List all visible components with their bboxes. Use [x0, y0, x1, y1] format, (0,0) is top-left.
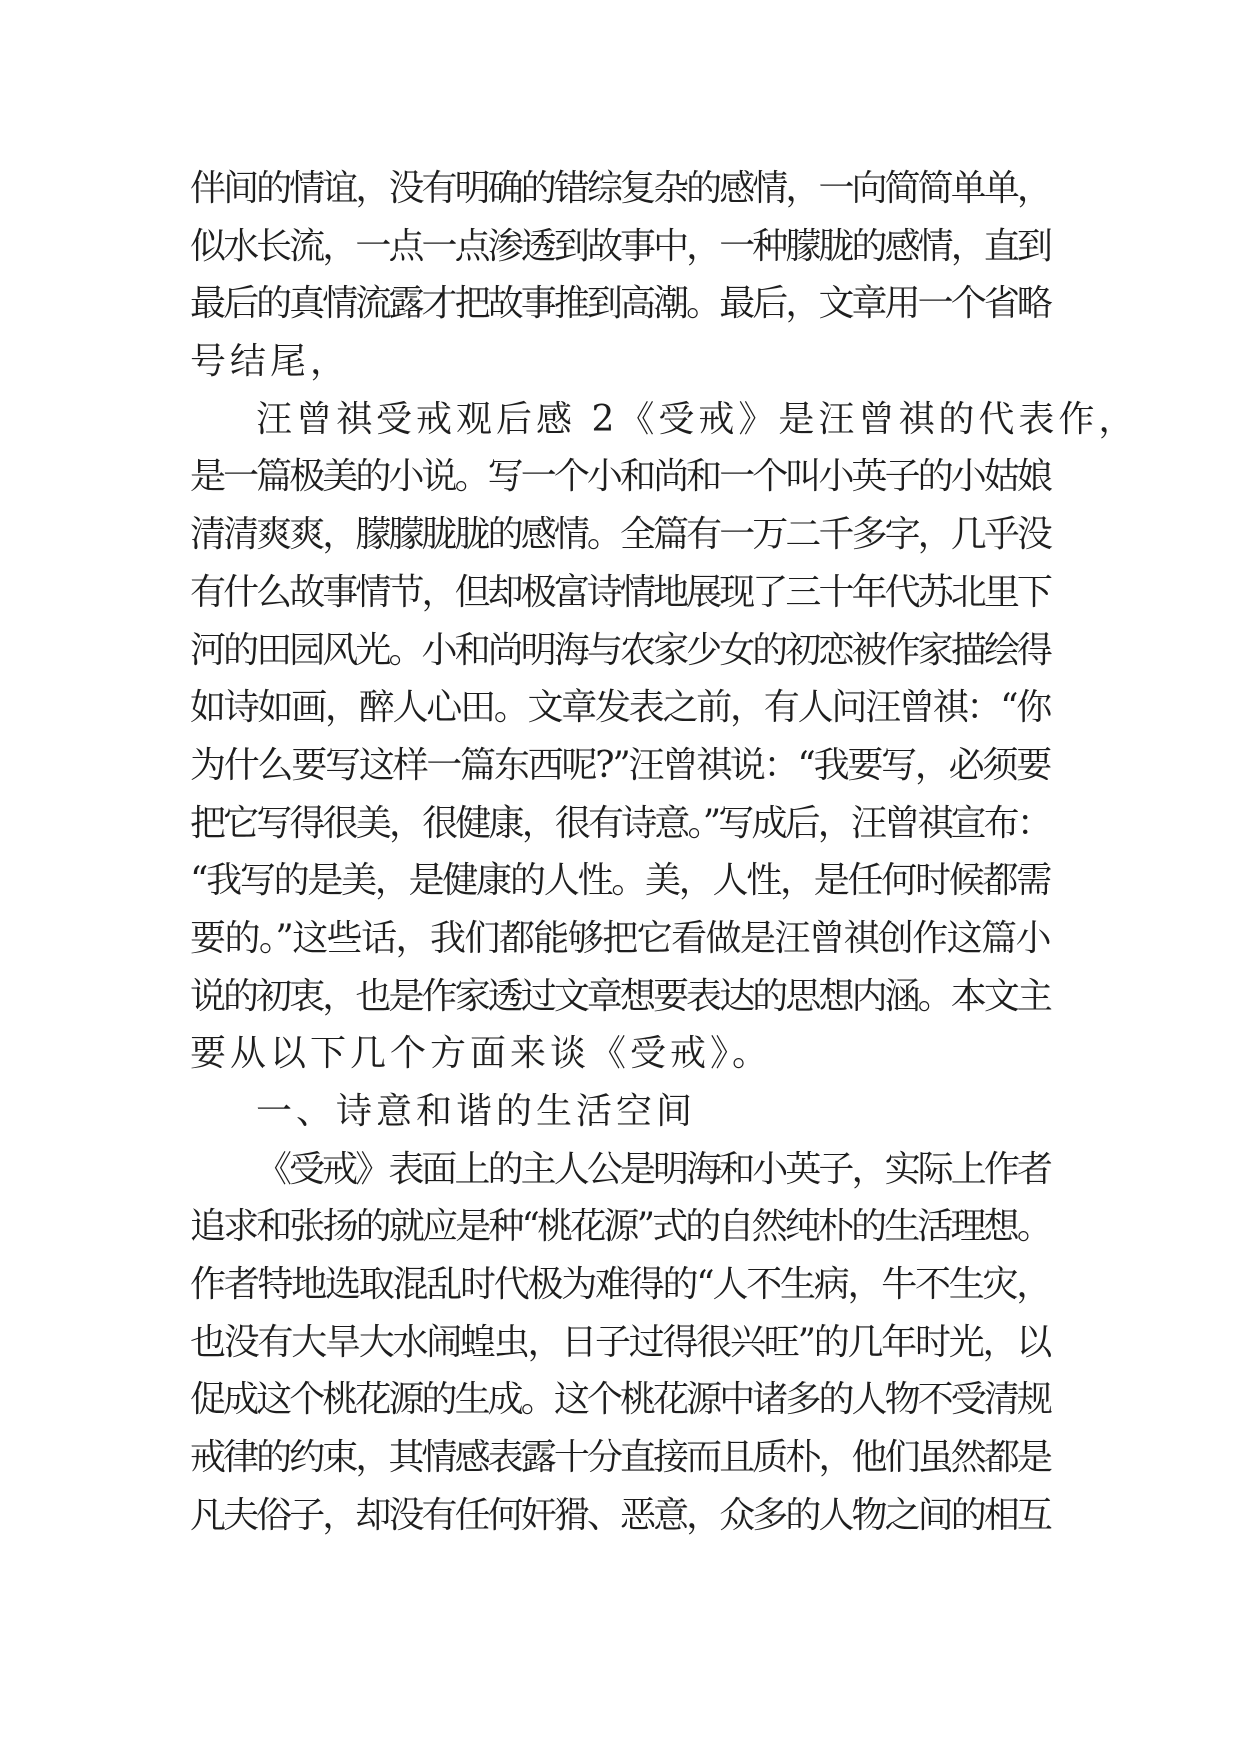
line-text: 要从以下几个方面来谈《受戒》。: [190, 1033, 773, 1075]
text-line: [190, 1429, 1050, 1487]
line-text: 作者特地选取混乱时代极为难得的“人不生病，牛不生灾，: [190, 1264, 1050, 1306]
line-text: 有什么故事情节，但却极富诗情地展现了三十年代苏北里下: [190, 571, 1050, 613]
text-line: [190, 910, 1050, 968]
text-line: [190, 564, 1050, 622]
text-line: [190, 1198, 1050, 1256]
text-line: [190, 737, 1050, 795]
line-text: 也没有大旱大水闹蝗虫，日子过得很兴旺”的几年时光，以: [190, 1321, 1050, 1363]
line-text: 戒律的约束，其情感表露十分直接而且质朴，他们虽然都是: [190, 1437, 1050, 1479]
text-line: [190, 852, 1050, 910]
line-text: 说的初衷，也是作家透过文章想要表达的思想内涵。本文主: [190, 975, 1050, 1017]
line-text: 如诗如画，醉人心田。文章发表之前，有人问汪曾祺：“你: [190, 687, 1050, 729]
text-line: [190, 1141, 1050, 1199]
text-line: [190, 333, 1050, 391]
line-text: 把它写得很美，很健康，很有诗意。”写成后，汪曾祺宣布：: [190, 802, 1050, 844]
text-line: [190, 160, 1050, 218]
section-heading: 一、诗意和谐的生活空间: [256, 1091, 697, 1132]
line-text: 《受戒》表面上的主人公是明海和小英子，实际上作者: [256, 1148, 1050, 1190]
text-line: [190, 1371, 1050, 1429]
text-line: [190, 968, 1050, 1026]
text-line: [190, 218, 1050, 276]
line-text: 伴间的情谊，没有明确的错综复杂的感情，一向简简单单，: [190, 168, 1050, 209]
section-title-line: [190, 391, 1139, 449]
section-title: 汪曾祺受戒观后感 2: [256, 398, 619, 440]
line-text: 促成这个桃花源的生成。这个桃花源中诸多的人物不受清规: [190, 1379, 1050, 1421]
line-text: “我写的是美，是健康的人性。美，人性，是任何时候都需: [190, 860, 1050, 902]
text-line: [190, 448, 1050, 506]
text-line: [190, 275, 1050, 333]
text-line: [190, 506, 1050, 564]
text-line: [190, 1025, 1050, 1083]
section-heading-line: [190, 1083, 1050, 1141]
line-text: 最后的真情流露才把故事推到高潮。最后，文章用一个省略: [190, 283, 1050, 325]
line-text: 似水长流，一点一点渗透到故事中，一种朦胧的感情，直到: [190, 225, 1050, 267]
document-body: [190, 160, 1139, 1545]
line-text: 要的。”这些话，我们都能够把它看做是汪曾祺创作这篇小: [190, 917, 1050, 959]
line-text: 追求和张扬的就应是种“桃花源”式的自然纯朴的生活理想。: [190, 1206, 1050, 1248]
text-line: [190, 679, 1050, 737]
text-line: [190, 622, 1050, 680]
line-text: 凡夫俗子，却没有任何奸猾、恶意，众多的人物之间的相互: [190, 1494, 1050, 1536]
text-line: [190, 1256, 1050, 1314]
line-text: 为什么要写这样一篇东西呢?”汪曾祺说：“我要写，必须要: [190, 744, 1050, 786]
text-line: [190, 795, 1050, 853]
line-text: 号结尾，: [190, 341, 351, 383]
line-text: 是一篇极美的小说。写一个小和尚和一个叫小英子的小姑娘: [190, 456, 1050, 498]
line-text: 河的田园风光。小和尚明海与农家少女的初恋被作家描绘得: [190, 629, 1050, 671]
line-text: 《受戒》是汪曾祺的代表作，: [618, 398, 1139, 440]
line-text: 清清爽爽，朦朦胧胧的感情。全篇有一万二千多字，几乎没: [190, 514, 1050, 556]
text-line: [190, 1487, 1050, 1545]
text-line: [190, 1314, 1050, 1372]
